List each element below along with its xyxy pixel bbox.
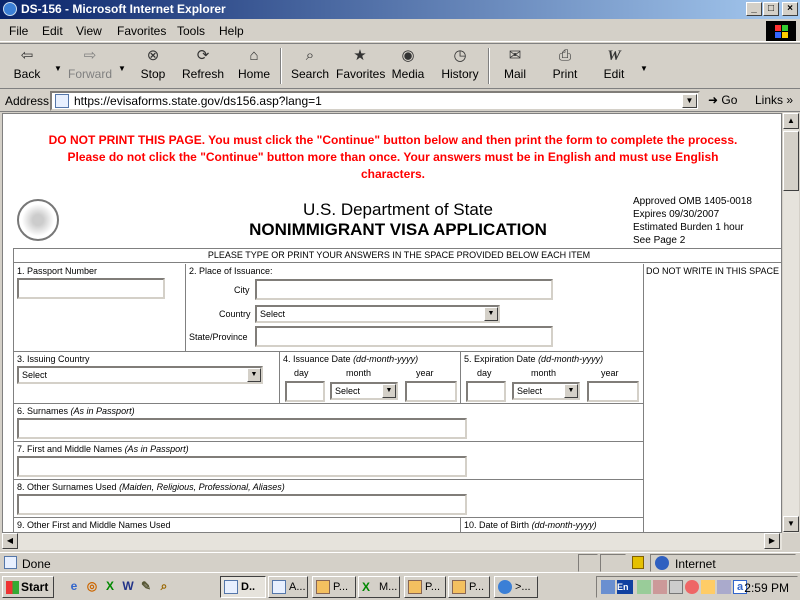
go-arrow-icon: ➜ xyxy=(708,93,719,107)
toolbar-separator xyxy=(488,48,490,84)
paint-icon xyxy=(408,580,422,594)
zone-pane xyxy=(650,554,796,572)
issuance-day-input[interactable] xyxy=(285,381,325,402)
issuance-date-cell: 4. Issuance Date (dd-month-yyyy) day month year Select ▼ xyxy=(280,352,461,404)
address-label: Address xyxy=(5,94,50,108)
passport-number-input[interactable] xyxy=(17,278,165,299)
tray-block-icon[interactable] xyxy=(685,580,699,594)
date-of-birth-cell: 10. Date of Birth (dd-month-yyyy) xyxy=(461,518,644,533)
chevron-down-icon: ▼ xyxy=(247,368,261,382)
status-text: Done xyxy=(22,557,51,571)
edit-dropdown-icon[interactable]: ▼ xyxy=(640,64,648,73)
history-button[interactable]: ◷ History xyxy=(441,47,479,81)
place-of-issuance-cell: 2. Place of Issuance: City Country Select ▼ State/Province xyxy=(186,264,644,352)
tray-app-icon[interactable] xyxy=(717,580,731,594)
menu-tools[interactable]: Tools xyxy=(177,24,206,38)
outlook-quicklaunch-icon[interactable]: ◎ xyxy=(86,579,98,593)
back-arrow-icon: ⇦ xyxy=(20,47,34,64)
word-quicklaunch-icon[interactable]: W xyxy=(122,579,134,593)
expiration-date-cell: 5. Expiration Date (dd-month-yyyy) day month year Select ▼ xyxy=(461,352,644,404)
search-icon: ⌕ xyxy=(305,47,315,64)
task-paint-2[interactable]: P... xyxy=(404,576,446,598)
do-not-write-cell xyxy=(644,264,782,533)
go-button[interactable]: ➜ Go xyxy=(708,93,738,107)
surnames-input[interactable] xyxy=(17,418,467,439)
expiration-year-input[interactable] xyxy=(587,381,639,402)
task-ds156[interactable]: D.. xyxy=(220,576,266,598)
menu-bar xyxy=(0,20,800,42)
scroll-left-icon[interactable]: ◀ xyxy=(2,533,18,549)
tray-app-icon[interactable] xyxy=(653,580,667,594)
do-not-write-label: DO NOT WRITE IN THIS SPACE xyxy=(646,266,780,276)
print-warning: DO NOT PRINT THIS PAGE. You must click the "Continue" button below and then print the form to complete the process. Please do not click the "Continue" button more than once. Your answers must be in English and must use English characters. xyxy=(48,133,738,181)
search-quicklaunch-icon[interactable]: ⌕ xyxy=(160,579,168,593)
tray-app-icon[interactable] xyxy=(669,580,683,594)
paint-icon xyxy=(452,580,466,594)
favorites-button[interactable]: ★ Favorites xyxy=(336,47,386,81)
media-button[interactable]: ◉ Media xyxy=(391,47,425,81)
ie-icon xyxy=(498,580,512,594)
task-ie[interactable]: >... xyxy=(494,576,538,598)
refresh-icon: ⟳ xyxy=(196,47,210,64)
menu-view[interactable]: View xyxy=(76,24,102,38)
first-middle-names-input[interactable] xyxy=(17,456,467,477)
page-content xyxy=(2,113,782,533)
menu-file[interactable]: File xyxy=(9,24,29,38)
globe-icon xyxy=(655,556,669,570)
address-dropdown-icon[interactable]: ▼ xyxy=(682,94,697,108)
back-dropdown-icon[interactable]: ▼ xyxy=(54,64,62,73)
city-input[interactable] xyxy=(255,279,553,300)
chevron-down-icon: ▼ xyxy=(484,307,498,321)
status-pane xyxy=(600,554,626,572)
excel-quicklaunch-icon[interactable]: X xyxy=(105,579,114,593)
close-button[interactable]: × xyxy=(782,2,798,16)
forward-arrow-icon: ⇨ xyxy=(83,47,97,64)
page-done-icon xyxy=(4,556,17,569)
scroll-up-icon[interactable]: ▲ xyxy=(783,113,799,129)
network-icon[interactable] xyxy=(601,580,615,594)
printer-icon: ⎙ xyxy=(558,47,571,64)
passport-number-cell: 1. Passport Number xyxy=(14,264,186,352)
state-province-input[interactable] xyxy=(255,326,553,347)
language-en-icon[interactable]: En xyxy=(617,580,633,594)
toolbar xyxy=(0,43,800,89)
chevron-down-icon: ▼ xyxy=(382,384,396,398)
task-access[interactable]: A... xyxy=(268,576,308,598)
surnames-cell: 6. Surnames (As in Passport) xyxy=(14,404,644,442)
media-icon: ◉ xyxy=(401,47,415,64)
issuing-country-select[interactable]: Select ▼ xyxy=(17,366,263,384)
menu-edit[interactable]: Edit xyxy=(42,24,63,38)
address-url: https://evisaforms.state.gov/ds156.asp?lang=1 xyxy=(74,94,322,108)
ie-page-icon xyxy=(272,580,286,594)
print-button[interactable]: ⎙ Print xyxy=(552,47,578,81)
tray-a-icon[interactable]: a xyxy=(733,580,747,594)
stop-button[interactable]: ⊗ Stop xyxy=(140,47,166,81)
task-paint[interactable]: P... xyxy=(312,576,356,598)
window-title: DS-156 - Microsoft Internet Explorer xyxy=(21,2,226,16)
lock-icon[interactable] xyxy=(632,556,644,569)
task-excel[interactable]: X M... xyxy=(358,576,400,598)
notepad-quicklaunch-icon[interactable]: ✎ xyxy=(140,579,152,593)
history-icon: ◷ xyxy=(453,47,467,64)
favorites-icon: ★ xyxy=(353,47,367,64)
chevron-down-icon: ▼ xyxy=(564,384,578,398)
toolbar-separator xyxy=(280,48,282,84)
expiration-day-input[interactable] xyxy=(466,381,506,402)
chevron-right-icon: » xyxy=(786,93,794,107)
page-icon xyxy=(55,94,69,108)
menu-favorites[interactable]: Favorites xyxy=(117,24,167,38)
other-surnames-cell: 8. Other Surnames Used (Maiden, Religious, Professional, Aliases) xyxy=(14,480,644,518)
system-tray xyxy=(596,576,798,598)
forward-button[interactable]: ⇨ Forward xyxy=(67,47,112,81)
scroll-down-icon[interactable]: ▼ xyxy=(783,516,799,532)
visa-form xyxy=(13,248,782,533)
excel-icon: X xyxy=(362,580,371,594)
other-surnames-input[interactable] xyxy=(17,494,467,515)
home-icon: ⌂ xyxy=(249,47,259,64)
home-button[interactable]: ⌂ Home xyxy=(237,47,270,81)
expiration-month-select[interactable]: Select ▼ xyxy=(512,382,580,400)
edit-button[interactable]: W Edit xyxy=(603,48,625,81)
ie-quicklaunch-icon[interactable]: e xyxy=(70,579,78,593)
form-header: PLEASE TYPE OR PRINT YOUR ANSWERS IN THE SPACE PROVIDED BELOW EACH ITEM xyxy=(14,249,782,263)
application-title: NONIMMIGRANT VISA APPLICATION xyxy=(249,220,547,239)
task-paint-3[interactable]: P... xyxy=(448,576,490,598)
menu-help[interactable]: Help xyxy=(219,24,244,38)
horizontal-scrollbar[interactable] xyxy=(2,533,782,550)
issuing-country-cell: 3. Issuing Country Select ▼ xyxy=(14,352,280,404)
scroll-thumb[interactable] xyxy=(783,131,799,191)
maximize-button[interactable]: □ xyxy=(763,2,779,16)
address-input[interactable] xyxy=(50,91,700,111)
tray-app-icon[interactable] xyxy=(637,580,651,594)
minimize-button[interactable]: _ xyxy=(746,2,762,16)
status-bar xyxy=(0,552,800,572)
vertical-scrollbar[interactable] xyxy=(782,113,799,533)
title-bar[interactable] xyxy=(0,0,800,19)
omb-info: Approved OMB 1405-0018 Expires 09/30/2007 Estimated Burden 1 hour See Page 2 xyxy=(633,196,752,246)
address-bar xyxy=(0,90,800,112)
scroll-right-icon[interactable]: ▶ xyxy=(764,533,780,549)
country-select[interactable]: Select ▼ xyxy=(255,305,500,323)
issuance-year-input[interactable] xyxy=(405,381,457,402)
department-title: U.S. Department of State xyxy=(303,200,493,219)
status-pane xyxy=(578,554,598,572)
security-zone: Internet xyxy=(675,557,716,571)
paint-icon xyxy=(316,580,330,594)
start-button[interactable]: Start xyxy=(2,576,54,598)
first-middle-names-cell: 7. First and Middle Names (As in Passport) xyxy=(14,442,644,480)
ie-page-icon xyxy=(224,580,238,594)
word-edit-icon: W xyxy=(607,48,621,64)
mail-button[interactable]: ✉ Mail xyxy=(503,47,526,81)
issuance-month-select[interactable]: Select ▼ xyxy=(330,382,398,400)
windows-flag-icon xyxy=(6,581,19,594)
links-button[interactable]: Links » xyxy=(755,93,794,107)
clock[interactable]: 2:59 PM xyxy=(744,581,789,595)
mail-icon: ✉ xyxy=(508,47,522,64)
back-button[interactable]: ⇦ Back xyxy=(13,47,41,81)
forward-dropdown-icon[interactable]: ▼ xyxy=(118,64,126,73)
windows-logo-icon xyxy=(766,21,796,41)
stop-icon: ⊗ xyxy=(146,47,160,64)
search-button[interactable]: ⌕ Search xyxy=(290,47,330,81)
taskbar xyxy=(0,572,800,600)
ie-icon xyxy=(3,2,17,16)
tray-app-icon[interactable] xyxy=(701,580,715,594)
refresh-button[interactable]: ⟳ Refresh xyxy=(181,47,225,81)
other-names-cell: 9. Other First and Middle Names Used xyxy=(14,518,461,533)
